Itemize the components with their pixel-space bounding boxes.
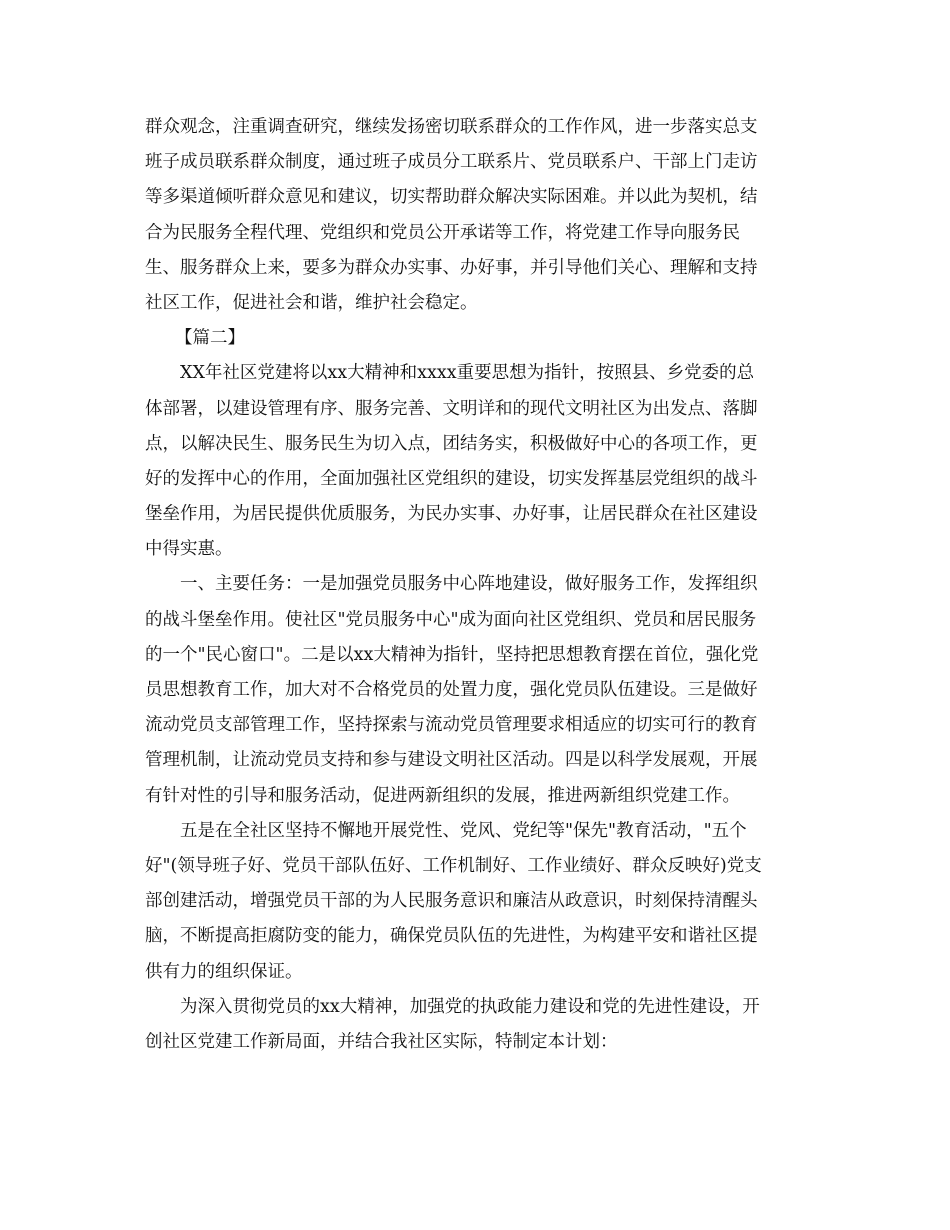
text-line: XX年社区党建将以xx大精神和xxxx重要思想为指针，按照县、乡党委的总	[180, 363, 755, 384]
text-line: 五是在全社区坚持不懈地开展党性、党风、党纪等"保先"教育活动，"五个	[180, 820, 747, 841]
text-line: 创社区党建工作新局面，并结合我社区实际，特制定本计划：	[145, 1031, 618, 1052]
text-line: 体部署，以建设管理有序、服务完善、文明详和的现代文明社区为出发点、落脚	[145, 398, 758, 419]
text-line: 好"(领导班子好、党员干部队伍好、工作机制好、工作业绩好、群众反映好)党支	[145, 855, 762, 876]
text-line: 脑，不断提高拒腐防变的能力，确保党员队伍的先进性，为构建平安和谐社区提	[145, 926, 758, 947]
text-line: 社区工作，促进社会和谐，维护社会稳定。	[145, 292, 478, 313]
document-body	[145, 110, 810, 1060]
text-line: 供有力的组织保证。	[145, 961, 303, 982]
text-line: 好的发挥中心的作用，全面加强社区党组织的建设，切实发挥基层党组织的战斗	[145, 468, 758, 489]
text-line: 的战斗堡垒作用。使社区"党员服务中心"成为面向社区党组织、党员和居民服务	[145, 609, 757, 630]
text-line: 中得实惠。	[145, 539, 233, 560]
text-line: 为深入贯彻党员的xx大精神，加强党的执政能力建设和党的先进性建设，开	[180, 996, 760, 1017]
text-line: 班子成员联系群众制度，通过班子成员分工联系片、党员联系户、干部上门走访	[145, 152, 758, 173]
text-line: 部创建活动，增强党员干部的为人民服务意识和廉洁从政意识，时刻保持清醒头	[145, 891, 758, 912]
text-line: 流动党员支部管理工作，坚持探索与流动党员管理要求相适应的切实可行的教育	[145, 715, 758, 736]
section-heading: 【篇二】	[175, 328, 245, 349]
text-line: 点，以解决民生、服务民生为切入点，团结务实，积极做好中心的各项工作，更	[145, 433, 758, 454]
text-line: 有针对性的引导和服务活动，促进两新组织的发展，推进两新组织党建工作。	[145, 785, 740, 806]
text-line: 的一个"民心窗口"。二是以xx大精神为指针，坚持把思想教育摆在首位，强化党	[145, 644, 759, 665]
text-line: 员思想教育工作，加大对不合格党员的处置力度，强化党员队伍建设。三是做好	[145, 680, 758, 700]
text-line: 管理机制，让流动党员支持和参与建设文明社区活动。四是以科学发展观，开展	[145, 750, 758, 771]
text-line: 堡垒作用，为居民提供优质服务，为民办实事、办好事，让居民群众在社区建设	[145, 504, 758, 525]
text-line: 生、服务群众上来，要多为群众办实事、办好事，并引导他们关心、理解和支持	[145, 257, 758, 278]
text-line: 合为民服务全程代理、党组织和党员公开承诺等工作，将党建工作导向服务民	[145, 222, 740, 243]
text-line: 一、主要任务：一是加强党员服务中心阵地建设，做好服务工作，发挥组织	[180, 574, 758, 595]
text-line: 群众观念，注重调查研究，继续发扬密切联系群众的工作作风，进一步落实总支	[145, 117, 758, 137]
text-line: 等多渠道倾听群众意见和建议，切实帮助群众解决实际困难。并以此为契机，结	[145, 187, 758, 208]
